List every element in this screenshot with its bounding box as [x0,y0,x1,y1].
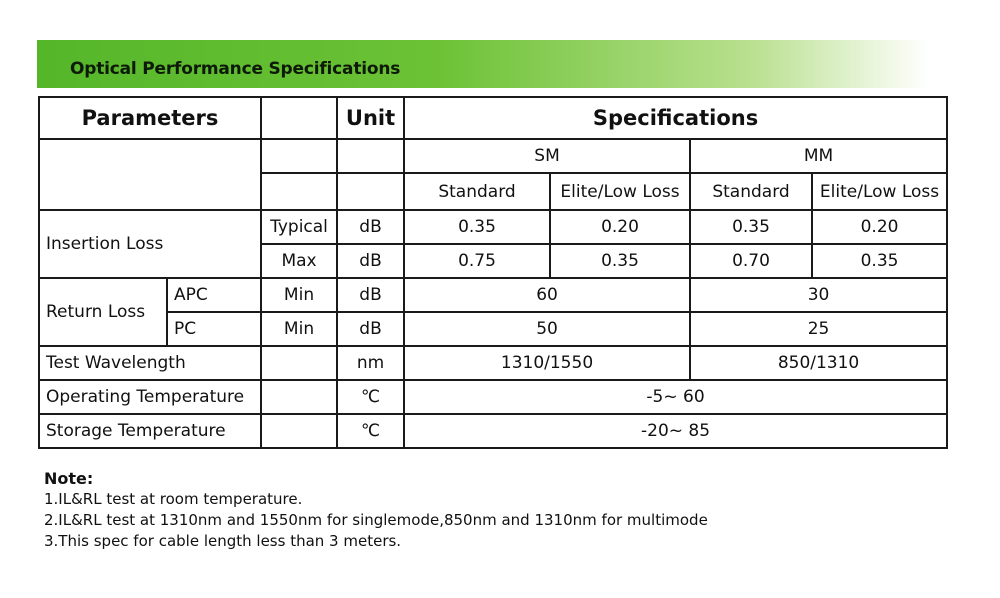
value-cell: 0.35 [812,244,947,278]
blank-cell [261,139,337,173]
value-cell: 0.20 [812,210,947,244]
unit-cell: ℃ [337,414,404,448]
header-unit: Unit [337,97,404,139]
blank-cell [337,139,404,173]
insertion-loss-typical-row [39,210,947,244]
min-label: Min [261,312,337,346]
blank-cell [261,173,337,210]
header-parameters: Parameters [39,97,261,139]
return-loss-apc-row [39,278,947,312]
min-label: Min [261,278,337,312]
storage-temperature-row [39,414,947,448]
pc-label: PC [167,312,261,346]
note-item: 2.IL&RL test at 1310nm and 1550nm for singlemode,850nm and 1310nm for multimode [44,511,708,529]
value-cell: 50 [404,312,690,346]
insertion-loss-label: Insertion Loss [39,210,261,278]
notes-section [44,468,708,552]
test-wavelength-label: Test Wavelength [39,346,261,380]
unit-cell: dB [337,244,404,278]
return-loss-label: Return Loss [39,278,167,346]
unit-cell: dB [337,278,404,312]
operating-temperature-row [39,380,947,414]
header-blank [261,97,337,139]
page-title: Optical Performance Specifications [70,59,401,79]
value-cell: 30 [690,278,947,312]
value-cell: -5~ 60 [404,380,947,414]
unit-cell: dB [337,210,404,244]
value-cell: 0.75 [404,244,550,278]
header-specifications: Specifications [404,97,947,139]
group-sm: SM [404,139,690,173]
value-cell: 0.35 [550,244,690,278]
storage-temperature-label: Storage Temperature [39,414,261,448]
note-item: 3.This spec for cable length less than 3 meters. [44,532,402,550]
sub-sm-standard: Standard [404,173,550,210]
blank-cell [261,414,337,448]
value-cell: 0.70 [690,244,812,278]
note-item: 1.IL&RL test at room temperature. [44,490,303,508]
value-cell: 0.20 [550,210,690,244]
sub-mm-standard: Standard [690,173,812,210]
group-mm: MM [690,139,947,173]
value-cell: 0.35 [690,210,812,244]
header-row [39,97,947,139]
max-label: Max [261,244,337,278]
typical-label: Typical [261,210,337,244]
unit-cell: dB [337,312,404,346]
group-row [39,139,947,173]
apc-label: APC [167,278,261,312]
value-cell: 25 [690,312,947,346]
return-loss-pc-row [39,312,947,346]
operating-temperature-label: Operating Temperature [39,380,261,414]
blank-cell [261,346,337,380]
notes-title: Note: [44,469,94,488]
sub-sm-elite: Elite/Low Loss [550,173,690,210]
value-cell: -20~ 85 [404,414,947,448]
value-cell: 60 [404,278,690,312]
test-wavelength-row [39,346,947,380]
sub-mm-elite: Elite/Low Loss [812,173,947,210]
blank-cell [261,380,337,414]
value-cell: 850/1310 [690,346,947,380]
value-cell: 0.35 [404,210,550,244]
unit-cell: ℃ [337,380,404,414]
spec-table [38,96,948,449]
blank-cell [39,139,261,210]
value-cell: 1310/1550 [404,346,690,380]
unit-cell: nm [337,346,404,380]
blank-cell [337,173,404,210]
